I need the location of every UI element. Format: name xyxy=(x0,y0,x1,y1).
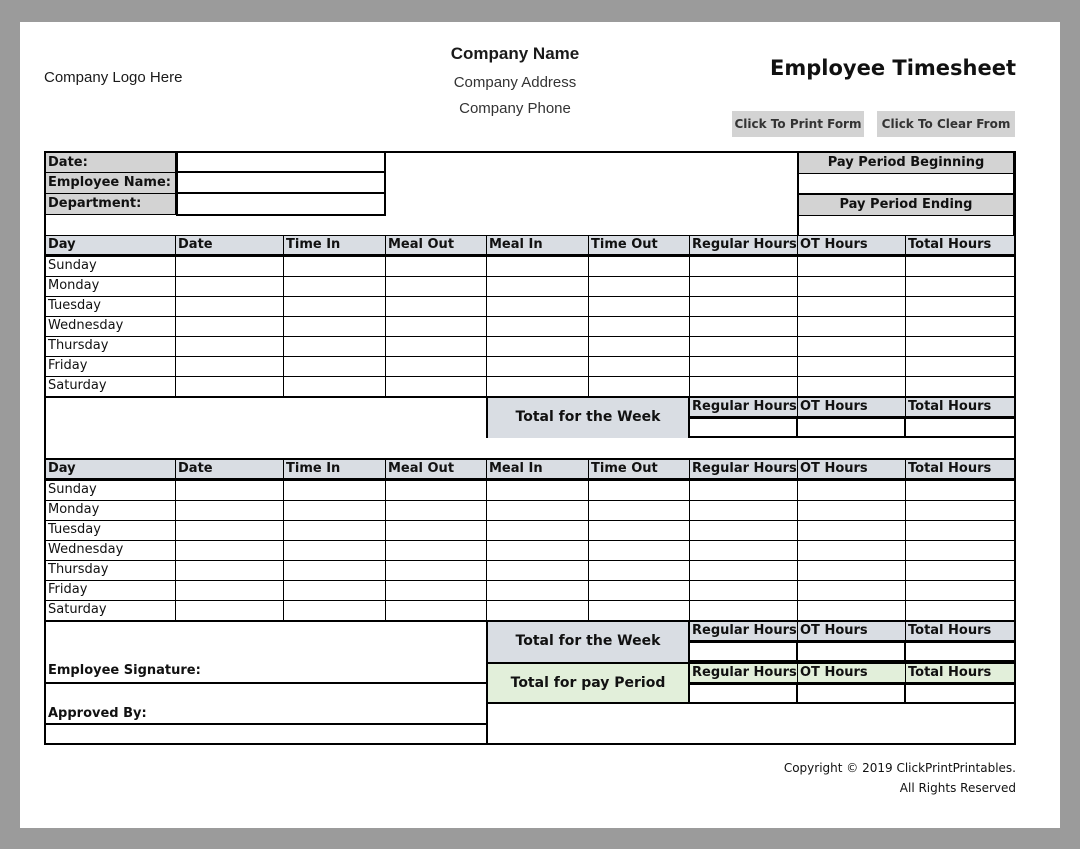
week-2-entry-cell[interactable] xyxy=(487,521,589,541)
week-1-regular-hours-label: Regular Hours xyxy=(690,398,798,417)
week-1-entry-cell[interactable] xyxy=(386,357,487,377)
week-1-entry-cell[interactable] xyxy=(284,277,386,297)
pay-period-beginning-input[interactable] xyxy=(799,174,1014,195)
pay-period-total-label: Total for pay Period xyxy=(488,664,690,704)
week-2-regular-hours-label: Regular Hours xyxy=(690,622,798,641)
week-1-entry-cell[interactable] xyxy=(589,277,690,297)
clear-form-button[interactable]: Click To Clear From xyxy=(877,111,1015,137)
week-2-day-cell: Monday xyxy=(46,501,176,521)
week-1-entry-cell[interactable] xyxy=(386,277,487,297)
page-title: Employee Timesheet xyxy=(770,56,1016,80)
employee-signature-line xyxy=(44,682,488,684)
week-2-header-cell: Day xyxy=(46,460,176,479)
week-1-entry-cell[interactable] xyxy=(906,277,1014,297)
week-2-entry-cell[interactable] xyxy=(798,481,906,501)
week-1-day-cell: Monday xyxy=(46,277,176,297)
week-1-entry-cell[interactable] xyxy=(906,337,1014,357)
week-2-entry-cell[interactable] xyxy=(176,601,284,621)
week-1-entry-cell[interactable] xyxy=(589,297,690,317)
week-1-entry-cell[interactable] xyxy=(589,377,690,397)
week-2-day-cell: Thursday xyxy=(46,561,176,581)
week-2-entry-cell[interactable] xyxy=(284,501,386,521)
week-1-entry-cell[interactable] xyxy=(487,337,589,357)
week-1-entry-cell[interactable] xyxy=(176,297,284,317)
week-1-entry-cell[interactable] xyxy=(906,377,1014,397)
week-2-day-cell: Sunday xyxy=(46,481,176,501)
week-2-entry-cell[interactable] xyxy=(386,581,487,601)
department-input[interactable] xyxy=(178,194,384,214)
week-1-entry-cell[interactable] xyxy=(798,357,906,377)
week-2-header-cell: Meal Out xyxy=(386,460,487,479)
week-2-entry-cell[interactable] xyxy=(589,521,690,541)
week-2-total-hours-value[interactable] xyxy=(906,643,1014,660)
week-1-entry-cell[interactable] xyxy=(487,277,589,297)
week-1-header-cell: Date xyxy=(176,236,284,255)
employee-name-label: Employee Name: xyxy=(46,173,176,194)
week-1-total-label: Total for the Week xyxy=(488,398,690,438)
week-2-entry-cell[interactable] xyxy=(690,581,798,601)
week-2-entry-cell[interactable] xyxy=(798,541,906,561)
week-2-entry-cell[interactable] xyxy=(487,501,589,521)
week-2-day-cell: Tuesday xyxy=(46,521,176,541)
week-1-header-cell: Time Out xyxy=(589,236,690,255)
week-2-entry-cell[interactable] xyxy=(487,601,589,621)
week-2-entry-cell[interactable] xyxy=(798,601,906,621)
week-2-entry-cell[interactable] xyxy=(690,501,798,521)
week-1-header-cell: Regular Hours xyxy=(690,236,798,255)
week-2-day-cell: Wednesday xyxy=(46,541,176,561)
week-2-entry-cell[interactable] xyxy=(386,541,487,561)
week-1-entry-cell[interactable] xyxy=(690,377,798,397)
week-2-entry-cell[interactable] xyxy=(690,541,798,561)
pay-period-total-hours-value[interactable] xyxy=(906,685,1014,702)
week-1-entry-cell[interactable] xyxy=(386,377,487,397)
week-1-entry-cell[interactable] xyxy=(284,317,386,337)
week-1-entry-cell[interactable] xyxy=(386,337,487,357)
week-1-entry-cell[interactable] xyxy=(798,377,906,397)
pay-period-regular-hours-label: Regular Hours xyxy=(690,664,798,683)
week-1-entry-cell[interactable] xyxy=(589,357,690,377)
week-2-entry-cell[interactable] xyxy=(589,541,690,561)
week-2-entry-cell[interactable] xyxy=(589,501,690,521)
week-2-entry-cell[interactable] xyxy=(176,541,284,561)
week-1-entry-cell[interactable] xyxy=(487,357,589,377)
week-1-entry-cell[interactable] xyxy=(176,357,284,377)
date-label: Date: xyxy=(46,153,176,173)
week-1-entry-cell[interactable] xyxy=(798,257,906,277)
week-2-header-cell: Total Hours xyxy=(906,460,1014,479)
week-1-day-cell: Friday xyxy=(46,357,176,377)
week-2-entry-cell[interactable] xyxy=(386,561,487,581)
week-1-entry-cell[interactable] xyxy=(589,257,690,277)
department-label: Department: xyxy=(46,194,176,215)
week-1-header-cell: Day xyxy=(46,236,176,255)
week-2-entry-cell[interactable] xyxy=(284,481,386,501)
week-2-day-cell: Saturday xyxy=(46,601,176,621)
week-1-total-hours-value[interactable] xyxy=(906,419,1014,436)
week-1-total-left-border xyxy=(486,396,488,438)
pay-period-bottom-line xyxy=(486,702,690,704)
week-1-entry-cell[interactable] xyxy=(284,297,386,317)
week-1-entry-cell[interactable] xyxy=(589,317,690,337)
week-2-entry-cell[interactable] xyxy=(690,481,798,501)
week-2-entry-cell[interactable] xyxy=(284,541,386,561)
week-1-entry-cell[interactable] xyxy=(690,257,798,277)
week-2-entry-cell[interactable] xyxy=(487,561,589,581)
week-2-entry-cell[interactable] xyxy=(386,521,487,541)
week-1-entry-cell[interactable] xyxy=(906,297,1014,317)
employee-signature-label: Employee Signature: xyxy=(48,663,201,678)
week-1-entry-cell[interactable] xyxy=(386,317,487,337)
week-1-day-cell: Sunday xyxy=(46,257,176,277)
pay-period-ending-input[interactable] xyxy=(799,216,1014,236)
week-2-entry-cell[interactable] xyxy=(386,481,487,501)
week-2-ot-hours-label: OT Hours xyxy=(798,622,906,641)
week-2-entry-cell[interactable] xyxy=(798,521,906,541)
week-2-header-cell: OT Hours xyxy=(798,460,906,479)
pay-period-regular-hours-value[interactable] xyxy=(690,685,798,702)
week-1-regular-hours-value[interactable] xyxy=(690,419,798,436)
week-2-header-cell: Regular Hours xyxy=(690,460,798,479)
date-input[interactable] xyxy=(178,153,384,173)
week-1-day-cell: Wednesday xyxy=(46,317,176,337)
employee-name-input[interactable] xyxy=(178,173,384,194)
week-2-entry-cell[interactable] xyxy=(284,601,386,621)
week-1-entry-cell[interactable] xyxy=(690,317,798,337)
week-2-ot-hours-value[interactable] xyxy=(798,643,906,660)
week-1-entry-cell[interactable] xyxy=(589,337,690,357)
week-2-entry-cell[interactable] xyxy=(284,521,386,541)
week-2-entry-cell[interactable] xyxy=(906,501,1014,521)
week-1-header-cell: Meal In xyxy=(487,236,589,255)
week-1-entry-cell[interactable] xyxy=(798,297,906,317)
week-1-ot-hours-label: OT Hours xyxy=(798,398,906,417)
week-2-entry-cell[interactable] xyxy=(589,601,690,621)
week-2-entry-cell[interactable] xyxy=(798,581,906,601)
week-1-total-hours-label: Total Hours xyxy=(906,398,1014,417)
week-2-total-hours-label: Total Hours xyxy=(906,622,1014,641)
week-1-entry-cell[interactable] xyxy=(284,357,386,377)
print-form-button[interactable]: Click To Print Form xyxy=(732,111,864,137)
week-1-entry-cell[interactable] xyxy=(176,257,284,277)
week-2-entry-cell[interactable] xyxy=(798,561,906,581)
week-1-entry-cell[interactable] xyxy=(798,317,906,337)
week-1-entry-cell[interactable] xyxy=(487,317,589,337)
week-2-entry-cell[interactable] xyxy=(284,561,386,581)
company-phone: Company Phone xyxy=(459,100,571,117)
week-2-entry-cell[interactable] xyxy=(690,521,798,541)
week-1-day-cell: Thursday xyxy=(46,337,176,357)
week-2-entry-cell[interactable] xyxy=(589,481,690,501)
week-1-header-cell: OT Hours xyxy=(798,236,906,255)
week-1-entry-cell[interactable] xyxy=(487,257,589,277)
week-1-entry-cell[interactable] xyxy=(176,337,284,357)
week-2-header-cell: Time Out xyxy=(589,460,690,479)
approved-by-label: Approved By: xyxy=(48,706,147,721)
company-address: Company Address xyxy=(453,74,577,91)
week-2-entry-cell[interactable] xyxy=(386,501,487,521)
week-1-entry-cell[interactable] xyxy=(487,297,589,317)
week-2-entry-cell[interactable] xyxy=(906,481,1014,501)
week-1-header-cell: Meal Out xyxy=(386,236,487,255)
week-2-entry-cell[interactable] xyxy=(906,541,1014,561)
week-2-entry-cell[interactable] xyxy=(176,561,284,581)
week-1-entry-cell[interactable] xyxy=(798,337,906,357)
week-2-entry-cell[interactable] xyxy=(906,521,1014,541)
rights-text: All Rights Reserved xyxy=(899,781,1016,795)
week-2-entry-cell[interactable] xyxy=(386,601,487,621)
week-1-header-cell: Total Hours xyxy=(906,236,1014,255)
week-1-day-cell: Saturday xyxy=(46,377,176,397)
week-1-entry-cell[interactable] xyxy=(690,337,798,357)
week-2-entry-cell[interactable] xyxy=(176,501,284,521)
week-2-entry-cell[interactable] xyxy=(906,601,1014,621)
week-2-entry-cell[interactable] xyxy=(690,601,798,621)
week-2-header-cell: Time In xyxy=(284,460,386,479)
week-1-day-cell: Tuesday xyxy=(46,297,176,317)
week-2-entry-cell[interactable] xyxy=(176,581,284,601)
week-2-entry-cell[interactable] xyxy=(176,521,284,541)
week-1-entry-cell[interactable] xyxy=(906,317,1014,337)
week-1-entry-cell[interactable] xyxy=(284,377,386,397)
week-1-entry-cell[interactable] xyxy=(690,277,798,297)
week-1-entry-cell[interactable] xyxy=(284,257,386,277)
week-2-entry-cell[interactable] xyxy=(589,581,690,601)
week-1-entry-cell[interactable] xyxy=(386,297,487,317)
week-1-entry-cell[interactable] xyxy=(176,277,284,297)
week-1-entry-cell[interactable] xyxy=(798,277,906,297)
approved-by-line xyxy=(44,723,488,725)
week-2-regular-hours-value[interactable] xyxy=(690,643,798,660)
week-1-entry-cell[interactable] xyxy=(284,337,386,357)
pay-period-beginning-label: Pay Period Beginning xyxy=(799,153,1014,174)
pay-period-ending-label: Pay Period Ending xyxy=(799,195,1014,216)
week-2-day-cell: Friday xyxy=(46,581,176,601)
company-logo-placeholder: Company Logo Here xyxy=(44,69,183,86)
week-2-entry-cell[interactable] xyxy=(906,581,1014,601)
pay-period-total-hours-label: Total Hours xyxy=(906,664,1014,683)
week-1-entry-cell[interactable] xyxy=(487,377,589,397)
week-2-entry-cell[interactable] xyxy=(690,561,798,581)
week-1-entry-cell[interactable] xyxy=(386,257,487,277)
week-2-entry-cell[interactable] xyxy=(487,541,589,561)
week-1-entry-cell[interactable] xyxy=(690,297,798,317)
week-1-entry-cell[interactable] xyxy=(690,357,798,377)
week-1-entry-cell[interactable] xyxy=(906,257,1014,277)
week-2-header-cell: Meal In xyxy=(487,460,589,479)
week-1-header-cell: Time In xyxy=(284,236,386,255)
week-2-entry-cell[interactable] xyxy=(487,481,589,501)
week-1-entry-cell[interactable] xyxy=(176,377,284,397)
week-2-entry-cell[interactable] xyxy=(487,581,589,601)
company-name: Company Name xyxy=(450,44,580,63)
pay-period-ot-hours-label: OT Hours xyxy=(798,664,906,683)
week-2-entry-cell[interactable] xyxy=(176,481,284,501)
copyright-text: Copyright © 2019 ClickPrintPrintables. xyxy=(783,761,1016,775)
week-2-entry-cell[interactable] xyxy=(589,561,690,581)
week-2-total-label: Total for the Week xyxy=(488,622,690,662)
week-2-entry-cell[interactable] xyxy=(906,561,1014,581)
pay-period-ot-hours-value[interactable] xyxy=(798,685,906,702)
week-2-header-cell: Date xyxy=(176,460,284,479)
week-1-entry-cell[interactable] xyxy=(906,357,1014,377)
week-2-entry-cell[interactable] xyxy=(798,501,906,521)
week-1-ot-hours-value[interactable] xyxy=(798,419,906,436)
week-1-entry-cell[interactable] xyxy=(176,317,284,337)
week-2-entry-cell[interactable] xyxy=(284,581,386,601)
